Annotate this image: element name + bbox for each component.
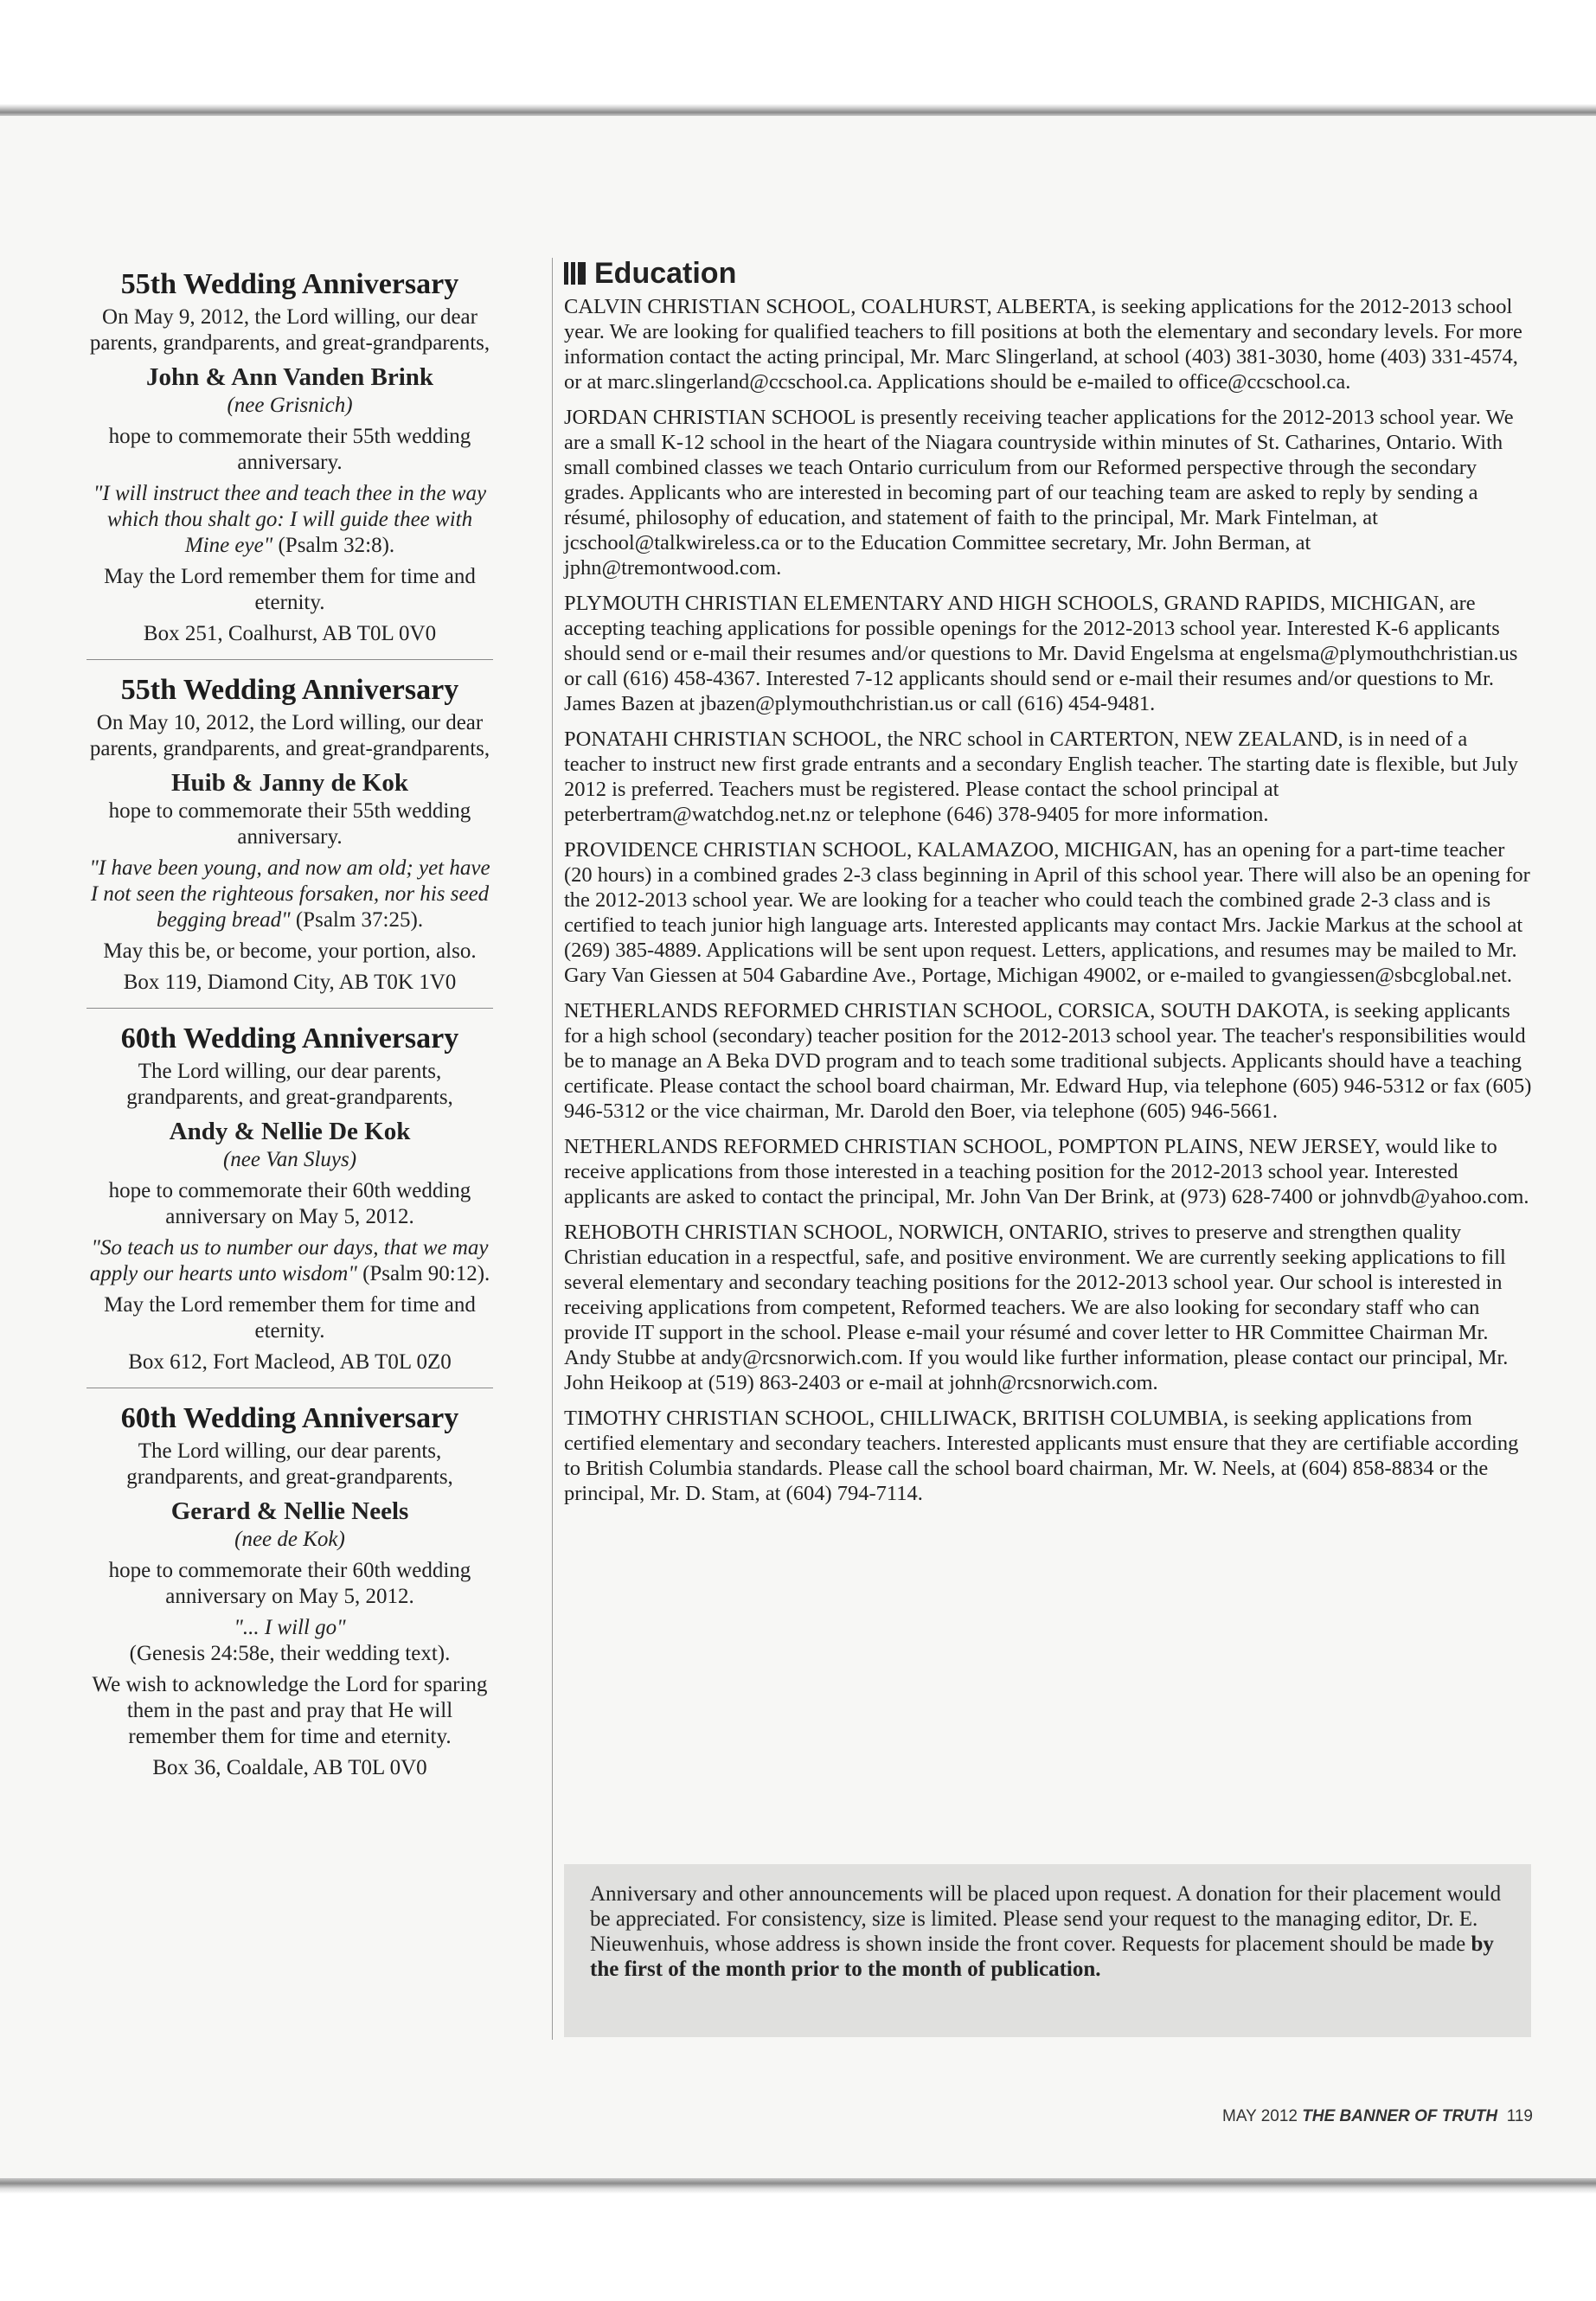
- announcement-names: Gerard & Nellie Neels: [170, 1497, 409, 1525]
- announcement-title: 60th Wedding Anniversary: [120, 1402, 459, 1434]
- announcement-intro: The Lord willing, our dear parents, grandparents, and great-grandparents,: [126, 1060, 453, 1109]
- announcement-nee: (nee Grisnich): [227, 394, 353, 417]
- announcement-title: 55th Wedding Anniversary: [120, 674, 459, 706]
- education-section: [564, 256, 1533, 1516]
- announcement: [87, 1008, 493, 1375]
- announcement-quote: [87, 1235, 493, 1287]
- quote-reference: (Psalm 37:25).: [295, 908, 424, 932]
- footer-magazine: THE BANNER OF TRUTH: [1302, 2107, 1498, 2125]
- announcement-commemorate: hope to commemorate their 55th wedding anniversary.: [108, 799, 471, 849]
- announcement-closing: May this be, or become, your portion, also.: [103, 939, 477, 963]
- notice-deadline: by the first of the month prior to the month of publication.: [590, 1932, 1494, 1981]
- announcement-quote: [87, 1615, 493, 1641]
- notice-text: Anniversary and other announcements will be placed upon request. A donation for their placement would be appreciated. For consistency, size is limited. Please send your request to the managing editor, Dr. E. Nieuwenhuis, whose address is shown inside the front cover. Requests for placement should be made: [590, 1882, 1502, 1956]
- listing-item: NETHERLANDS REFORMED CHRISTIAN SCHOOL, CORSICA, SOUTH DAKOTA, is seeking applicants for a high school (secondary) teacher position for the 2012-2013 school year. The teacher's responsibilities would be to manage an A Beka DVD program and to teach some traditional subjects. Applicants should have a teaching certificate. Please contact the school board chairman, Mr. Edward Hup, via telephone (605) 946-5312 or fax (605) 946-5312 or the vice chairman, Mr. Darold den Boer, via telephone (605) 946-5661.: [564, 999, 1532, 1123]
- quote-reference: (Psalm 90:12).: [362, 1262, 490, 1285]
- announcement-closing: May the Lord remember them for time and eternity.: [104, 565, 476, 614]
- announcement: [87, 266, 493, 647]
- quote-reference: (Genesis 24:58e, their wedding text).: [129, 1642, 451, 1665]
- announcement-title: 55th Wedding Anniversary: [120, 268, 459, 300]
- announcement-names: Huib & Janny de Kok: [171, 769, 408, 797]
- section-heading: [564, 256, 1533, 291]
- announcement-address: Box 251, Coalhurst, AB T0L 0V0: [143, 622, 437, 645]
- quote-text: "I will instruct thee and teach thee in the way which thou shalt go: I will guide thee with Mine eye": [93, 482, 487, 557]
- footer-date: MAY 2012: [1222, 2107, 1298, 2125]
- announcement-intro: On May 9, 2012, the Lord willing, our dear parents, grandparents, and great-grandparents,: [89, 305, 490, 355]
- quote-text: "So teach us to number our days, that we may apply our hearts unto wisdom": [89, 1236, 489, 1285]
- quote-text: "I have been young, and now am old; yet have I not seen the righteous forsaken, nor his seed begging bread": [89, 856, 490, 932]
- announcement-quote: [87, 481, 493, 559]
- announcement-commemorate: hope to commemorate their 55th wedding anniversary.: [108, 425, 471, 474]
- scan-top-edge: [0, 0, 1596, 116]
- announcement-intro: The Lord willing, our dear parents, grandparents, and great-grandparents,: [126, 1439, 453, 1489]
- announcement: [87, 1388, 493, 1781]
- listing-item: PONATAHI CHRISTIAN SCHOOL, the NRC school in CARTERTON, NEW ZEALAND, is in need of a teacher to instruct new first grade entrants and a secondary English teacher. The starting date is flexible, but July 2012 is preferred. Teachers must be registered. Please contact the school principal at peterbertram@watchdog.net.nz or telephone (646) 378-9405 for more information.: [564, 727, 1519, 826]
- announcement-title: 60th Wedding Anniversary: [120, 1022, 459, 1054]
- announcement: [87, 659, 493, 996]
- listing-item: CALVIN CHRISTIAN SCHOOL, COALHURST, ALBERTA, is seeking applications for the 2012-2013 school year. We are looking for qualified teachers to fill positions at both the elementary and secondary levels. For more information contact the acting principal, Mr. Marc Slingerland, at school (403) 381-3030, home (403) 331-4574, or at marc.slingerland@ccschool.ca. Applications should be e-mailed to office@ccschool.ca.: [564, 295, 1522, 394]
- announcement-nee: (nee Van Sluys): [222, 1148, 357, 1171]
- quote-reference: (Psalm 32:8).: [278, 534, 395, 557]
- placement-notice: [564, 1864, 1531, 2037]
- announcement-names: Andy & Nellie De Kok: [169, 1118, 411, 1145]
- listing-item: JORDAN CHRISTIAN SCHOOL is presently receiving teacher applications for the 2012-2013 school year. We are a small K-12 school in the heart of the Niagara countryside within minutes of St. Catharines, Ontario. With small combined classes we teach Ontario curriculum from our Reformed perspective through the secondary grades. Applicants who are interested in becoming part of our teaching team are asked to reply by sending a résumé, philosophy of education, and statement of faith to the principal, Mr. Mark Fintelman, at jcschool@talkwireless.ca or to the Education Committee secretary, Mr. John Berman, at jphn@tremontwood.com.: [564, 406, 1514, 580]
- announcement-commemorate: hope to commemorate their 60th wedding anniversary on May 5, 2012.: [108, 1179, 471, 1228]
- announcement-nee: (nee de Kok): [234, 1528, 345, 1551]
- listing-item: PROVIDENCE CHRISTIAN SCHOOL, KALAMAZOO, MICHIGAN, has an opening for a part-time teacher (20 hours) in a combined grades 2-3 class beginning in April of this school year. There will also be an opening for the 2012-2013 school year. We are looking for a teacher who could teach the combined grade 2-3 class and is certified to teach junior high language arts. Interested applicants may contact Mrs. Jackie Markus at the school at (269) 385-4889. Applications will be sent upon request. Letters, applications, and resumes may be mailed to Mr. Gary Van Giessen at 504 Gabardine Ave., Portage, Michigan 49002, or e-mailed to gvangiessen@sbcglobal.net.: [564, 838, 1530, 987]
- announcement-quote: [87, 856, 493, 933]
- section-heading-text: Education: [594, 257, 737, 290]
- announcement-names: John & Ann Vanden Brink: [145, 363, 434, 391]
- announcement-closing: May the Lord remember them for time and eternity.: [104, 1293, 476, 1343]
- section-bars-icon: [564, 262, 586, 285]
- listing-item: REHOBOTH CHRISTIAN SCHOOL, NORWICH, ONTARIO, strives to preserve and strengthen quality Christian education in a respectful, safe, and positive environment. We are currently seeking applications to fill several elementary and secondary teaching positions for the 2012-2013 school year. Our school is interested in receiving applications from competent, Reformed teachers. We are also looking for secondary staff who can provide IT support in the school. Please e-mail your résumé and cover letter to HR Committee Chairman Mr. Andy Stubbe at andy@rcsnorwich.com. If you would like further information, please contact our principal, Mr. John Heikoop at (519) 863-2403 or e-mail at johnh@rcsnorwich.com.: [564, 1221, 1509, 1394]
- page-footer: [1222, 2107, 1533, 2126]
- listing-item: PLYMOUTH CHRISTIAN ELEMENTARY AND HIGH SCHOOLS, GRAND RAPIDS, MICHIGAN, are accepting teaching applications for possible openings for the 2012-2013 school year. Interested K-6 applicants should send or e-mail their resumes and/or questions to Mr. David Engelsma at engelsma@plymouthchristian.us or call (616) 458-4367. Interested 7-12 applicants should send or e-mail their resumes and/or questions to Mr. James Bazen at jbazen@plymouthchristian.us or call (616) 454-9481.: [564, 592, 1518, 715]
- quote-text: "... I will go": [234, 1616, 346, 1639]
- announcement-address: Box 119, Diamond City, AB T0K 1V0: [123, 971, 457, 994]
- listing-item: TIMOTHY CHRISTIAN SCHOOL, CHILLIWACK, BRITISH COLUMBIA, is seeking applications from certified elementary and secondary teachers. Interested applicants must ensure that they are certifiable according to British Columbia standards. Please call the school board chairman, Mr. W. Neels, at (604) 858-8834 or the principal, Mr. D. Stam, at (604) 794-7114.: [564, 1407, 1519, 1505]
- announcement-address: Box 612, Fort Macleod, AB T0L 0Z0: [128, 1350, 452, 1374]
- footer-page-number: 119: [1506, 2107, 1533, 2125]
- announcement-intro: On May 10, 2012, the Lord willing, our dear parents, grandparents, and great-grandparents,: [89, 711, 490, 760]
- column-divider: [552, 258, 553, 2040]
- announcement-closing: We wish to acknowledge the Lord for sparing them in the past and pray that He will remember them for time and eternity.: [92, 1673, 488, 1748]
- listing-item: NETHERLANDS REFORMED CHRISTIAN SCHOOL, POMPTON PLAINS, NEW JERSEY, would like to receive applications from those interested in a teaching position for the 2012-2013 school year. Interested applicants are asked to contact the principal, Mr. John Van Der Brink, at (973) 628-7400 or johnvdb@yahoo.com.: [564, 1135, 1529, 1208]
- announcements-column: [87, 266, 493, 1786]
- announcement-commemorate: hope to commemorate their 60th wedding anniversary on May 5, 2012.: [108, 1559, 471, 1608]
- announcement-address: Box 36, Coaldale, AB T0L 0V0: [152, 1756, 427, 1779]
- scan-bottom-edge: [0, 2178, 1596, 2301]
